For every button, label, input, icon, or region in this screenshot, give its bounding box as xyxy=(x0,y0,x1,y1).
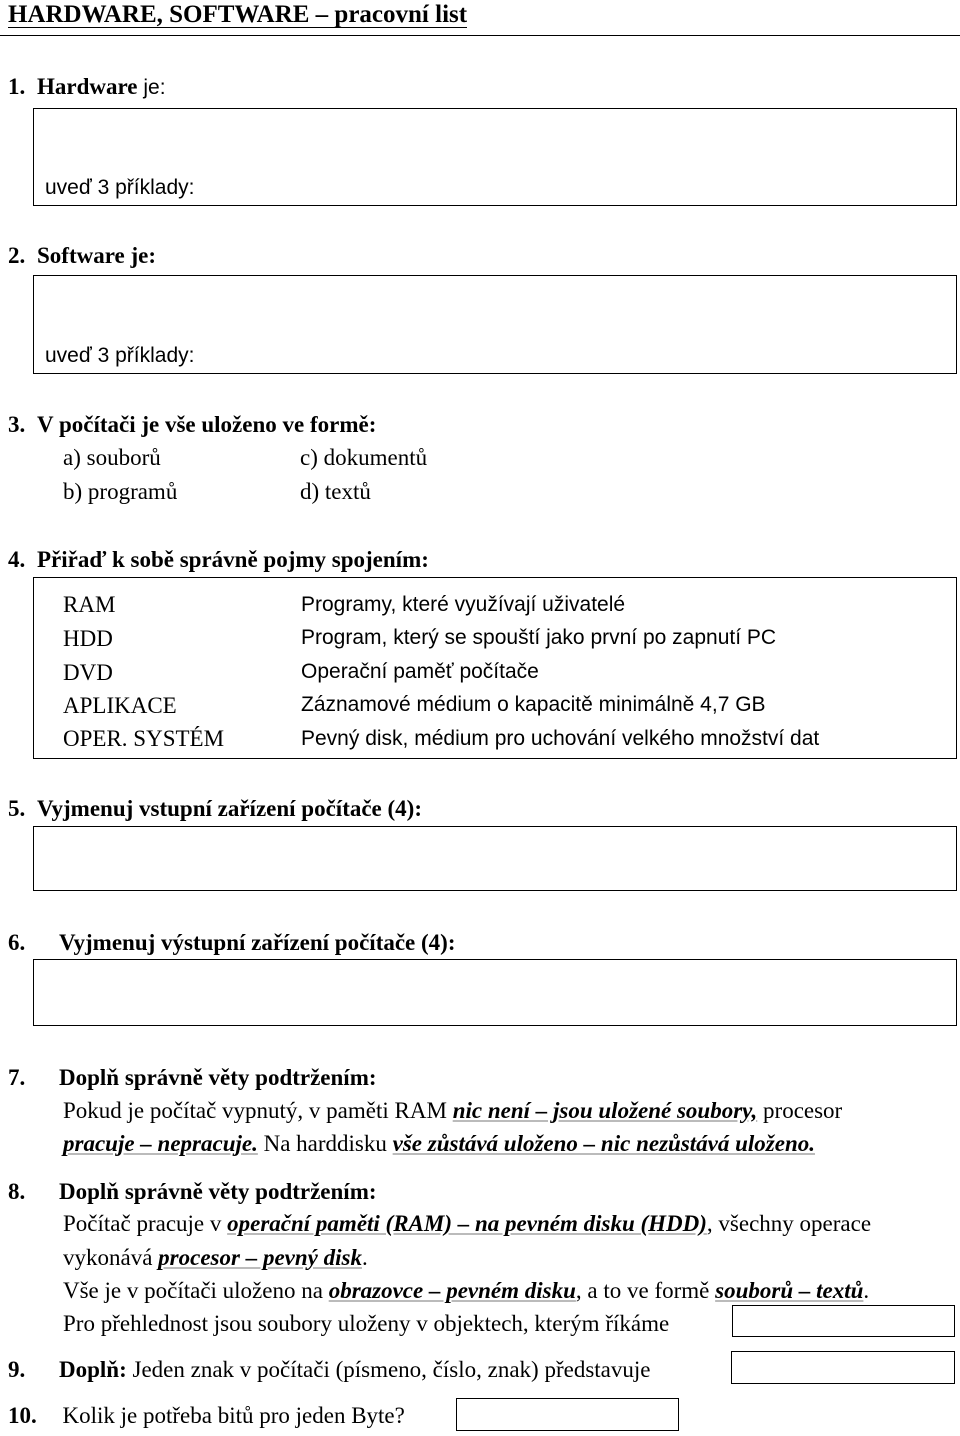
q7-sentence-1 xyxy=(63,1099,842,1122)
question-label-rest: je: xyxy=(137,76,166,99)
sentence-text: , a to ve formě xyxy=(575,1278,716,1303)
term-aplikace[interactable]: APLIKACE xyxy=(63,693,177,718)
question-3 xyxy=(8,413,376,436)
question-number: 1. xyxy=(8,74,26,99)
answer-box-8[interactable] xyxy=(732,1305,955,1337)
question-1 xyxy=(8,75,166,98)
definition-4[interactable]: Záznamové médium o kapacitě minimálně 4,7 GB xyxy=(301,693,766,716)
question-label: Přiřaď k sobě správně pojmy spojením: xyxy=(37,547,429,572)
answer-box-10[interactable] xyxy=(456,1398,679,1431)
question-9 xyxy=(8,1358,650,1381)
sentence-text: . xyxy=(863,1278,870,1303)
q8-sentence-2 xyxy=(63,1246,368,1269)
question-label: Doplň správně věty podtržením: xyxy=(59,1065,377,1090)
question-label: V počítači je vše uloženo ve formě: xyxy=(37,412,377,437)
question-label: Software je: xyxy=(37,243,156,268)
q8-sentence-4: Pro přehlednost jsou soubory uloženy v objektech, kterým říkáme xyxy=(63,1311,670,1336)
question-7 xyxy=(8,1066,377,1089)
sentence-text: Pokud je počítač vypnutý, v paměti RAM xyxy=(63,1098,453,1123)
sentence-text: procesor xyxy=(757,1098,843,1123)
question-number: 2. xyxy=(8,243,26,268)
question-number: 8. xyxy=(8,1179,26,1204)
option-d: d) textů xyxy=(300,479,371,504)
choice-executor[interactable]: procesor – pevný disk xyxy=(158,1245,362,1270)
page-title: HARDWARE, SOFTWARE – pracovní list xyxy=(8,1,468,28)
question-number: 4. xyxy=(8,547,26,572)
sentence-text: Počítač pracuje v xyxy=(63,1211,228,1236)
sentence-text: . xyxy=(361,1245,368,1270)
question-number: 9. xyxy=(8,1357,26,1382)
option-a: a) souborů xyxy=(63,445,161,470)
question-label: Hardware xyxy=(37,74,138,99)
question-label: Doplň správně věty podtržením: xyxy=(59,1179,377,1204)
question-text: Kolik je potřeba bitů pro jeden Byte? xyxy=(62,1403,405,1428)
choice-storage[interactable]: obrazovce – pevném disku xyxy=(328,1278,576,1303)
question-number: 5. xyxy=(8,796,26,821)
question-6 xyxy=(8,931,456,954)
q8-sentence-3 xyxy=(63,1279,869,1302)
choice-ram-content[interactable]: nic není – jsou uložené soubory, xyxy=(452,1098,758,1123)
choice-form[interactable]: souborů – textů xyxy=(715,1278,864,1303)
definition-2[interactable]: Program, který se spouští jako první po zapnutí PC xyxy=(301,626,777,649)
choice-harddisk[interactable]: vše zůstává uloženo – nic nezůstává uloženo. xyxy=(392,1131,815,1156)
sentence-text: Vše je v počítači uloženo na xyxy=(63,1278,329,1303)
question-label: Vyjmenuj výstupní zařízení počítače (4): xyxy=(59,930,456,955)
question-number: 10. xyxy=(8,1403,37,1428)
definition-5[interactable]: Pevný disk, médium pro uchování velkého množství dat xyxy=(301,727,820,750)
option-c: c) dokumentů xyxy=(300,445,428,470)
sentence-text: vykonává xyxy=(63,1245,159,1270)
question-text: Jeden znak v počítači (písmeno, číslo, znak) představuje xyxy=(126,1357,651,1382)
question-label: Doplň: xyxy=(59,1357,127,1382)
answer-box-9[interactable] xyxy=(731,1351,955,1384)
definition-1[interactable]: Programy, které využívají uživatelé xyxy=(301,593,626,616)
term-ram[interactable]: RAM xyxy=(63,592,116,617)
q8-sentence-1 xyxy=(63,1212,871,1235)
examples-prompt: uveď 3 příklady: xyxy=(45,344,195,367)
definition-3[interactable]: Operační paměť počítače xyxy=(301,660,539,683)
answer-box-5[interactable] xyxy=(33,826,957,891)
term-oper-system[interactable]: OPER. SYSTÉM xyxy=(63,726,225,751)
question-4 xyxy=(8,548,429,571)
choice-memory[interactable]: operační paměti (RAM) – na pevném disku (HDD) xyxy=(227,1211,707,1236)
question-2 xyxy=(8,244,156,267)
option-b: b) programů xyxy=(63,479,178,504)
sentence-text: Na harddisku xyxy=(257,1131,393,1156)
term-hdd[interactable]: HDD xyxy=(63,626,113,651)
question-10 xyxy=(8,1404,405,1427)
title-divider xyxy=(0,35,960,36)
sentence-text: , všechny operace xyxy=(706,1211,872,1236)
question-5 xyxy=(8,797,422,820)
answer-box-6[interactable] xyxy=(33,959,957,1026)
term-dvd[interactable]: DVD xyxy=(63,660,113,685)
q7-sentence-2 xyxy=(63,1132,815,1155)
question-number: 6. xyxy=(8,930,26,955)
question-number: 3. xyxy=(8,412,26,437)
question-8 xyxy=(8,1180,377,1203)
examples-prompt: uveď 3 příklady: xyxy=(45,176,195,199)
question-number: 7. xyxy=(8,1065,26,1090)
choice-processor[interactable]: pracuje – nepracuje. xyxy=(63,1131,258,1156)
question-label: Vyjmenuj vstupní zařízení počítače (4): xyxy=(37,796,422,821)
